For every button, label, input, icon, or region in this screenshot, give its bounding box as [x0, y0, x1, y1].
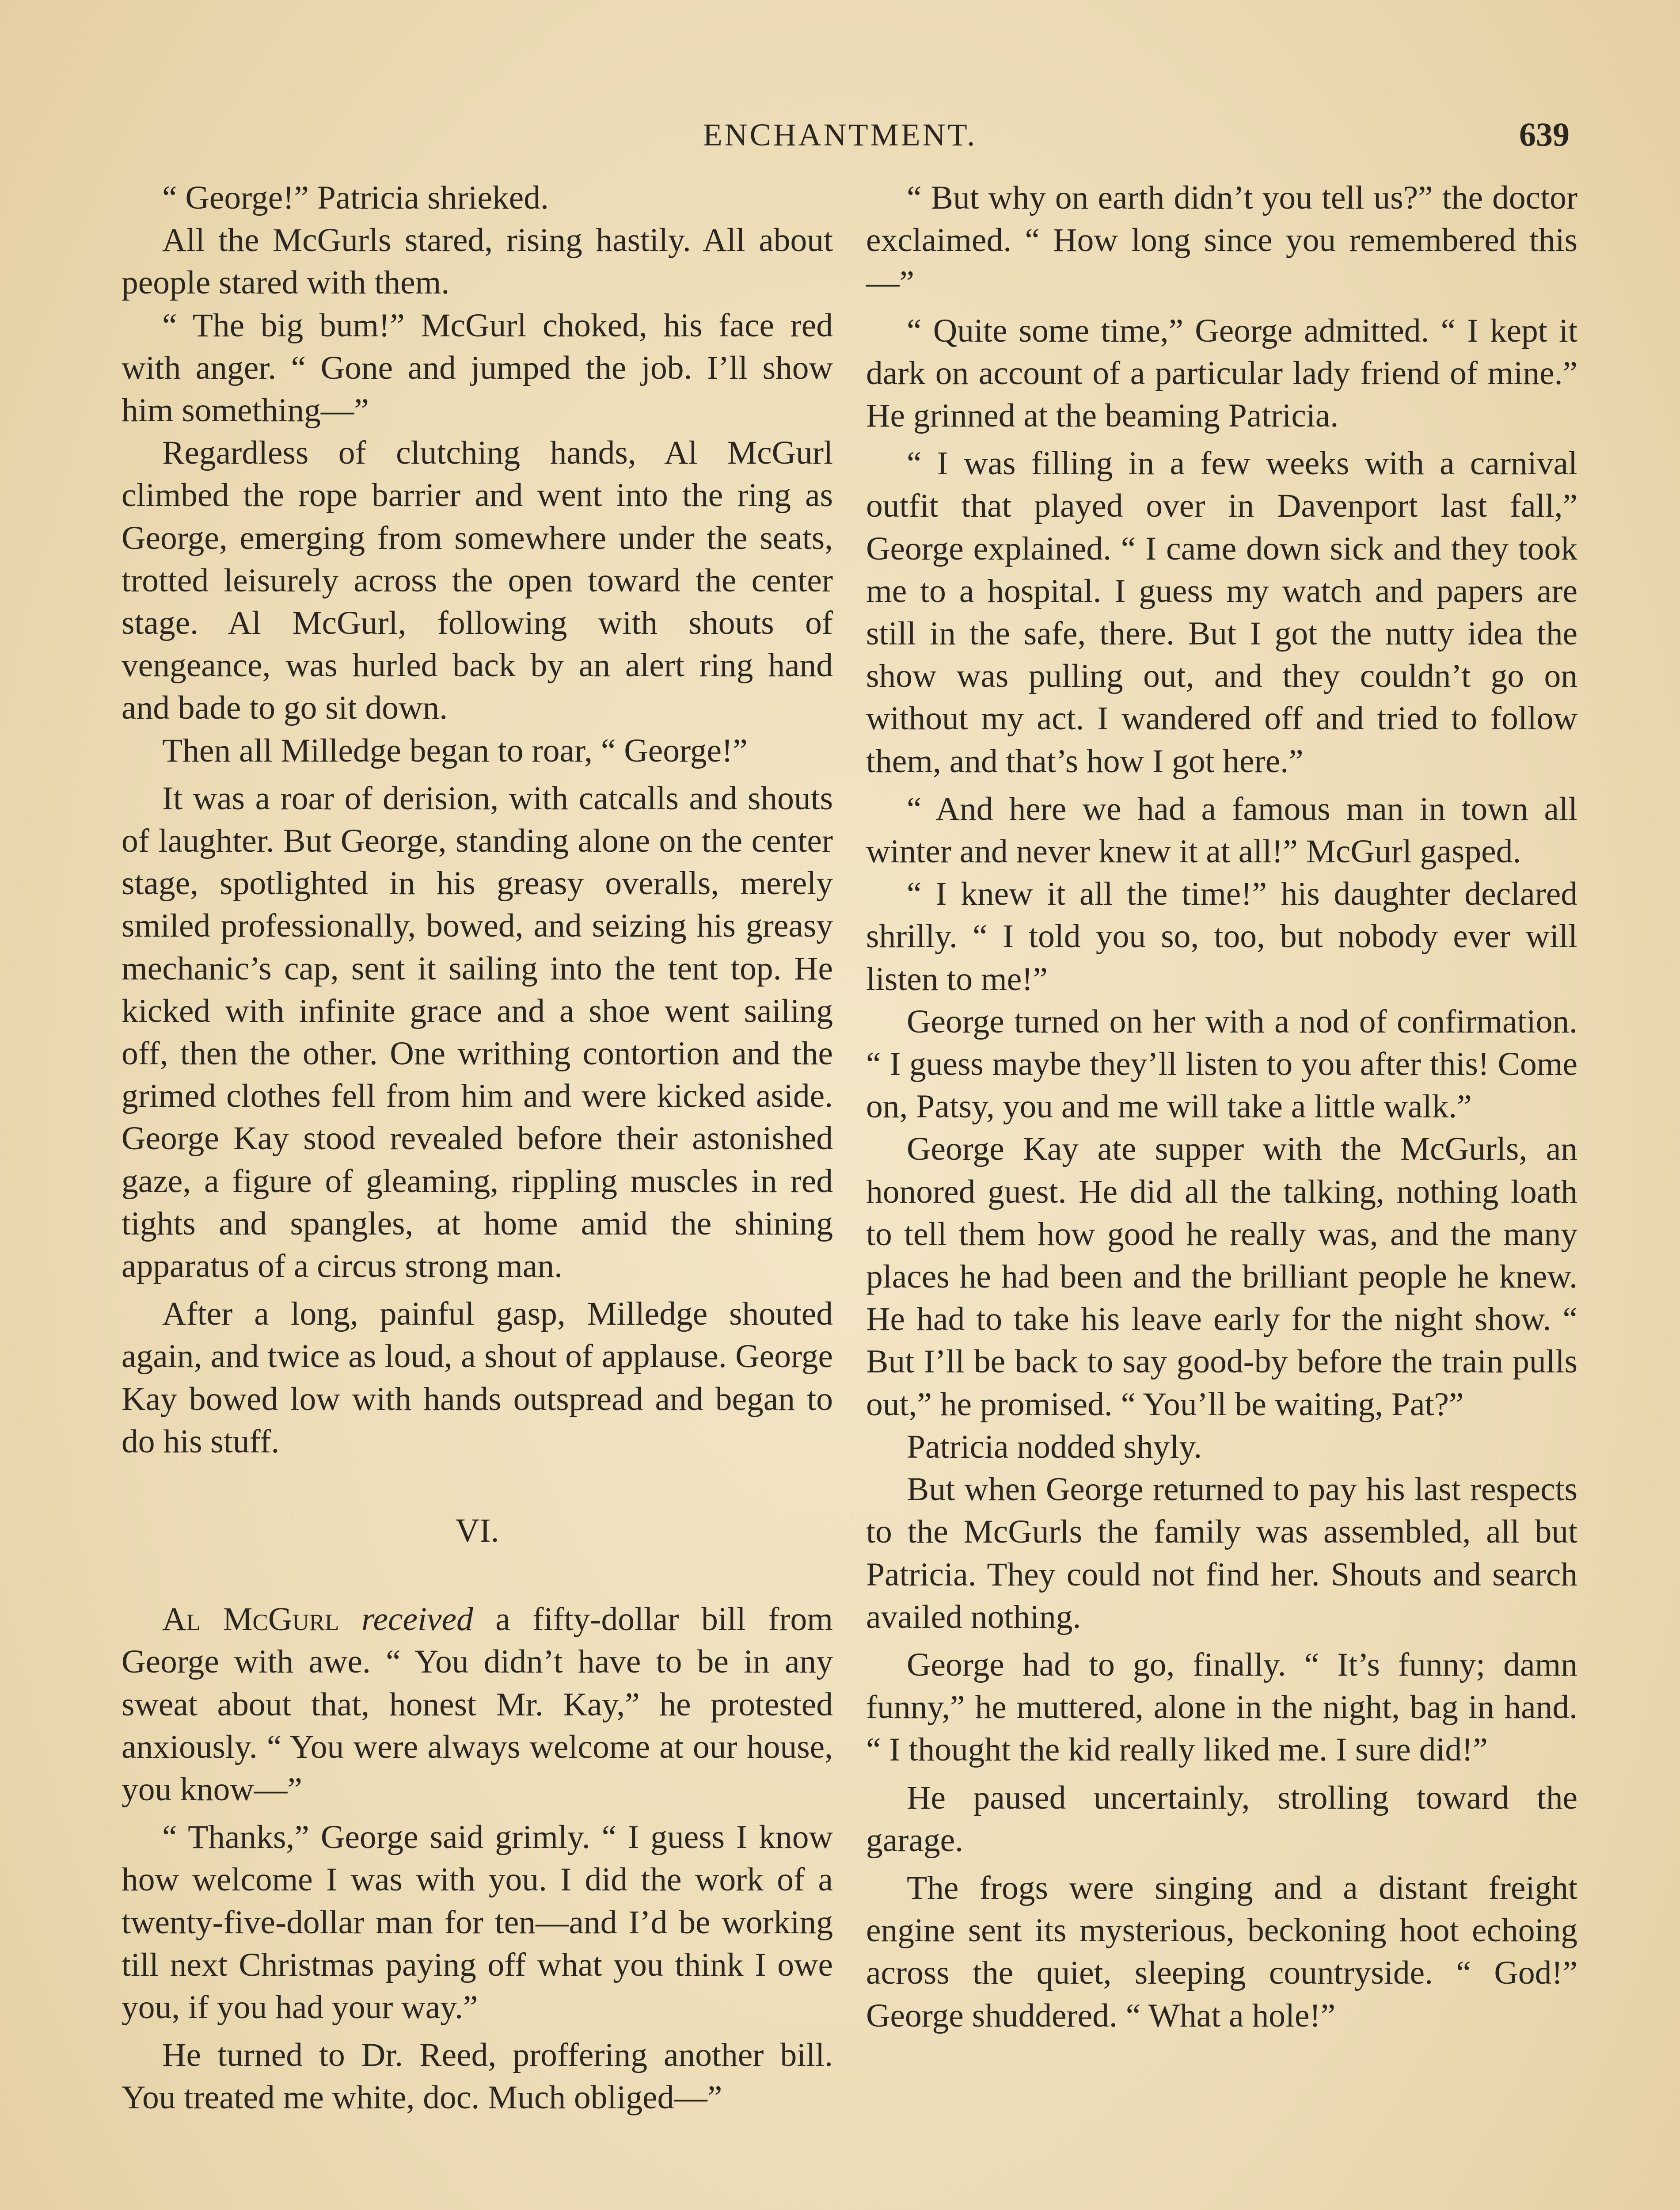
lead-emphasis: received: [361, 1601, 473, 1638]
page-header: [0, 110, 1680, 159]
left-column: [122, 177, 833, 2119]
running-title: ENCHANTMENT.: [703, 117, 977, 152]
paragraph: He turned to Dr. Reed, proffering another bill. You treated me white, doc. Much obliged—”: [122, 2037, 833, 2116]
paragraph: “ The big bum!” McGurl choked, his face red with anger. “ Gone and jumped the job. I’ll show him something—”: [122, 307, 833, 429]
paragraph: “ But why on earth didn’t you tell us?” the doctor exclaimed. “ How long since you remembered this—”: [866, 179, 1577, 301]
right-column: [866, 177, 1577, 2037]
paragraph: “ Quite some time,” George admitted. “ I kept it dark on account of a particular lady friend of mine.” He grinned at the beaming Patricia.: [866, 312, 1577, 434]
page-number: 639: [1519, 116, 1570, 153]
paragraph: Then all Milledge began to roar, “ George!”: [162, 732, 748, 769]
lead-name: Al McGurl: [162, 1601, 339, 1638]
paragraph: But when George returned to pay his last respects to the McGurls the family was assembled, all but Patricia. They could not find her. Shouts and search availed nothing.: [866, 1471, 1577, 1635]
paragraph: George had to go, finally. “ It’s funny; damn funny,” he muttered, alone in the night, bag in hand. “ I thought the kid really liked me. I sure did!”: [866, 1646, 1577, 1768]
paragraph: Patricia nodded shyly.: [907, 1428, 1202, 1465]
paragraph: After a long, painful gasp, Milledge shouted again, and twice as loud, a shout of applause. George Kay bowed low with hands outspread and began to do his stuff.: [122, 1296, 833, 1460]
paragraph: It was a roar of derision, with catcalls and shouts of laughter. But George, standing alone on the center stage, spotlighted in his greasy overalls, merely smiled professionally, bowed, and seizing his greasy mechanic’s cap, sent it sailing into the tent top. He kicked with infinite grace and a shoe went sailing off, then the other. One writhing contortion and the grimed clothes fell from him and were kicked aside. George Kay stood revealed before their astonished gaze, a figure of gleaming, rippling muscles in red tights and spangles, at home amid the shining apparatus of a circus strong man.: [122, 780, 833, 1285]
paragraph: George turned on her with a nod of confirmation. “ I guess maybe they’ll listen to you after this! Come on, Patsy, you and me will take a little walk.”: [866, 1003, 1577, 1125]
paragraph: “ And here we had a famous man in town all winter and never knew it at all!” McGurl gasped.: [866, 790, 1577, 870]
paragraph: “ George!” Patricia shrieked.: [162, 179, 549, 216]
paragraph: George Kay ate supper with the McGurls, an honored guest. He did all the talking, nothing loath to tell them how good he really was, and the many places he had been and the brilliant people he knew. He had to take his leave early for the night show. “ But I’ll be back to say good-by before the train pulls out,” he promised. “ You’ll be waiting, Pat?”: [866, 1131, 1577, 1423]
section-heading: VI.: [455, 1512, 499, 1550]
paragraph: “ I knew it all the time!” his daughter declared shrilly. “ I told you so, too, but nobody ever will listen to me!”: [866, 876, 1577, 998]
section-lead-paragraph: [122, 1598, 833, 1811]
paragraph: Regardless of clutching hands, Al McGurl climbed the rope barrier and went into the ring as George, emerging from somewhere under the seats, trotted leisurely across the open toward the center stage. Al McGurl, following with shouts of vengeance, was hurled back by an alert ring hand and bade to go sit down.: [122, 434, 833, 727]
paragraph: “ I was filling in a few weeks with a carnival outfit that played over in Davenport last fall,” George explained. “ I came down sick and they took me to a hospital. I guess my watch and papers are still in the safe, there. But I got the nutty idea the show was pulling out, and they couldn’t go on without my act. I wandered off and tried to follow them, and that’s how I got here.”: [866, 445, 1577, 780]
paragraph: “ Thanks,” George said grimly. “ I guess I know how welcome I was with you. I did the work of a twenty-five-dollar man for ten—and I’d be working till next Christmas paying off what you think I owe you, if you had your way.”: [122, 1819, 833, 2026]
paragraph: All the McGurls stared, rising hastily. All about people stared with them.: [122, 222, 833, 301]
lead-text: a fifty-dollar bill from George with awe. “ You didn’t have to be in any sweat about that, honest Mr. Kay,” he protested anxiously. “ You were always welcome at our house, you know—”: [122, 1601, 833, 1808]
paragraph: He paused uncertainly, strolling toward the garage.: [866, 1779, 1577, 1859]
paragraph: The frogs were singing and a distant freight engine sent its mysterious, beckoning hoot echoing across the quiet, sleeping countryside. “ God!” George shuddered. “ What a hole!”: [866, 1869, 1577, 2034]
